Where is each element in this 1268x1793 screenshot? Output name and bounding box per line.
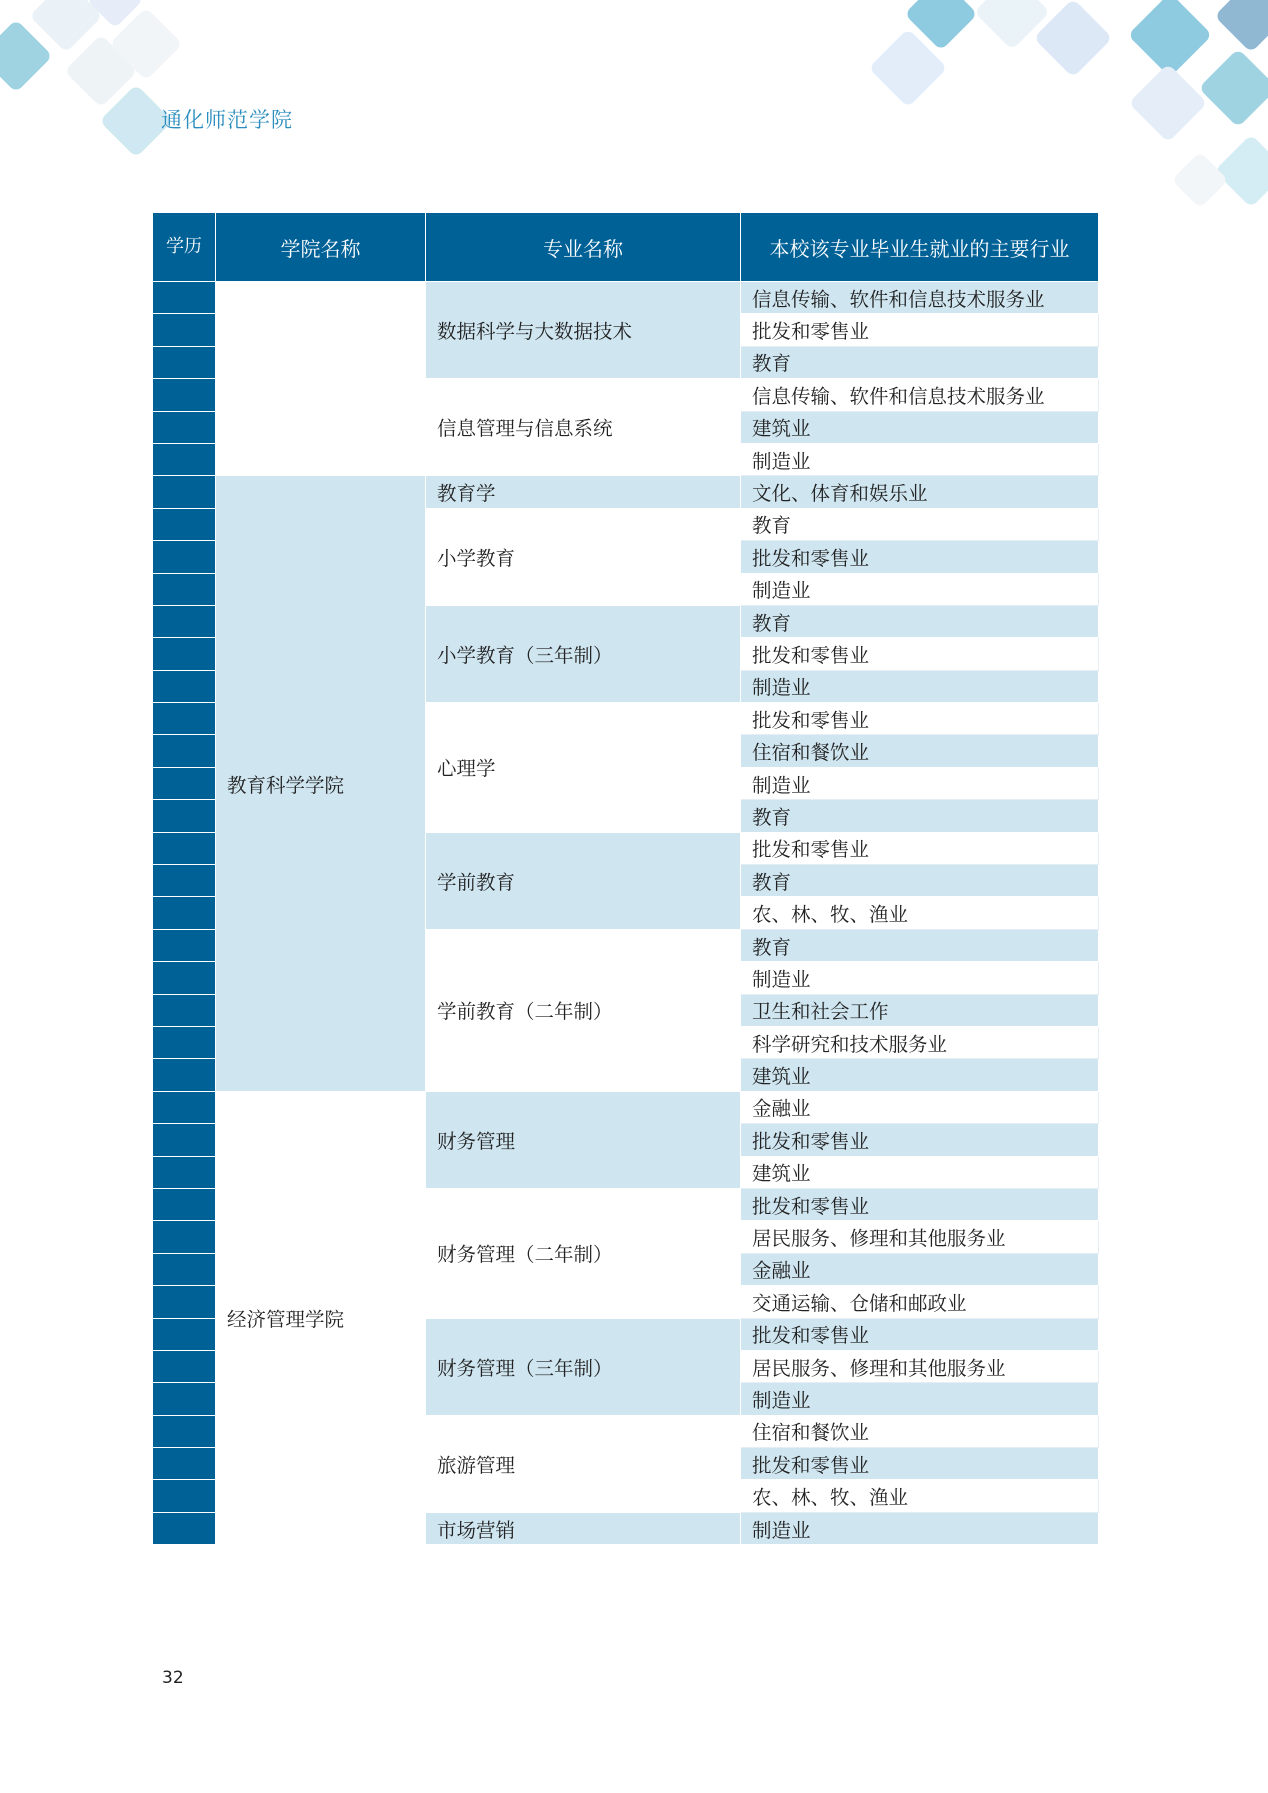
industry-cell: 居民服务、修理和其他服务业 [741,1350,1099,1382]
education-cell [153,573,216,605]
education-cell [153,1415,216,1447]
industry-cell: 批发和零售业 [741,1318,1099,1350]
industry-cell: 教育 [741,929,1099,961]
education-cell [153,832,216,864]
education-cell [153,1480,216,1512]
industry-cell: 金融业 [741,1091,1099,1123]
education-cell [153,1188,216,1220]
education-cell [153,1026,216,1058]
major-cell: 财务管理（三年制） [426,1318,741,1415]
education-cell [153,1318,216,1350]
industry-cell: 农、林、牧、渔业 [741,1480,1099,1512]
industry-cell: 居民服务、修理和其他服务业 [741,1221,1099,1253]
industry-cell: 交通运输、仓储和邮政业 [741,1286,1099,1318]
industry-cell: 农、林、牧、渔业 [741,897,1099,929]
education-cell [153,670,216,702]
industry-cell: 建筑业 [741,1059,1099,1091]
education-cell [153,962,216,994]
education-cell [153,1059,216,1091]
major-cell: 小学教育 [426,508,741,605]
major-cell: 财务管理 [426,1091,741,1188]
header-college: 学院名称 [216,213,426,282]
table-header-row [153,213,1099,282]
industry-cell: 建筑业 [741,411,1099,443]
major-cell: 心理学 [426,703,741,833]
education-cell [153,476,216,508]
education-cell [153,1350,216,1382]
industry-cell: 教育 [741,865,1099,897]
major-cell: 学前教育 [426,832,741,929]
industry-cell: 批发和零售业 [741,832,1099,864]
table-body [153,282,1099,1545]
industry-cell: 教育 [741,346,1099,378]
industry-cell: 制造业 [741,1512,1099,1544]
education-cell [153,1221,216,1253]
industry-cell: 批发和零售业 [741,703,1099,735]
industry-cell: 教育 [741,605,1099,637]
education-cell [153,703,216,735]
industry-cell: 批发和零售业 [741,1124,1099,1156]
industry-cell: 建筑业 [741,1156,1099,1188]
education-cell [153,1448,216,1480]
table-row [153,282,1099,314]
major-cell: 学前教育（二年制） [426,929,741,1091]
industry-cell: 科学研究和技术服务业 [741,1026,1099,1058]
industry-cell: 信息传输、软件和信息技术服务业 [741,379,1099,411]
education-cell [153,605,216,637]
education-cell [153,282,216,314]
industry-cell: 批发和零售业 [741,638,1099,670]
major-cell: 数据科学与大数据技术 [426,282,741,379]
industry-cell: 批发和零售业 [741,314,1099,346]
header-education: 学历 [153,213,216,282]
header-industries: 本校该专业毕业生就业的主要行业 [741,213,1099,282]
industry-cell: 批发和零售业 [741,1188,1099,1220]
education-cell [153,1512,216,1544]
employment-industry-table [152,212,1099,1545]
industry-cell: 制造业 [741,1383,1099,1415]
industry-cell: 批发和零售业 [741,541,1099,573]
header-major: 专业名称 [426,213,741,282]
education-cell [153,865,216,897]
page-number: 32 [162,1668,184,1688]
education-cell [153,1156,216,1188]
industry-cell: 文化、体育和娱乐业 [741,476,1099,508]
education-cell [153,735,216,767]
industry-cell: 批发和零售业 [741,1448,1099,1480]
education-cell [153,994,216,1026]
education-cell [153,800,216,832]
education-cell [153,411,216,443]
major-cell: 信息管理与信息系统 [426,379,741,476]
education-cell [153,314,216,346]
institution-name: 通化师范学院 [161,108,293,132]
industry-cell: 教育 [741,508,1099,540]
major-cell: 旅游管理 [426,1415,741,1512]
industry-cell: 教育 [741,800,1099,832]
industry-cell: 信息传输、软件和信息技术服务业 [741,282,1099,314]
industry-cell: 住宿和餐饮业 [741,1415,1099,1447]
industry-cell: 金融业 [741,1253,1099,1285]
education-cell [153,1253,216,1285]
college-cell [216,282,426,476]
major-cell: 小学教育（三年制） [426,605,741,702]
major-cell: 财务管理（二年制） [426,1188,741,1318]
education-cell [153,379,216,411]
education-cell [153,508,216,540]
education-cell [153,897,216,929]
education-cell [153,443,216,475]
college-cell: 经济管理学院 [216,1091,426,1544]
industry-cell: 制造业 [741,573,1099,605]
industry-cell: 卫生和社会工作 [741,994,1099,1026]
major-cell: 教育学 [426,476,741,508]
education-cell [153,1286,216,1318]
industry-cell: 制造业 [741,670,1099,702]
education-cell [153,346,216,378]
education-cell [153,1091,216,1123]
education-cell [153,767,216,799]
education-cell [153,638,216,670]
industry-cell: 制造业 [741,962,1099,994]
education-cell [153,929,216,961]
major-cell: 市场营销 [426,1512,741,1544]
table-row [153,476,1099,508]
college-cell: 教育科学学院 [216,476,426,1091]
education-cell [153,541,216,573]
industry-cell: 制造业 [741,767,1099,799]
education-cell [153,1124,216,1156]
industry-cell: 制造业 [741,443,1099,475]
table-row [153,1091,1099,1123]
education-cell [153,1383,216,1415]
industry-cell: 住宿和餐饮业 [741,735,1099,767]
